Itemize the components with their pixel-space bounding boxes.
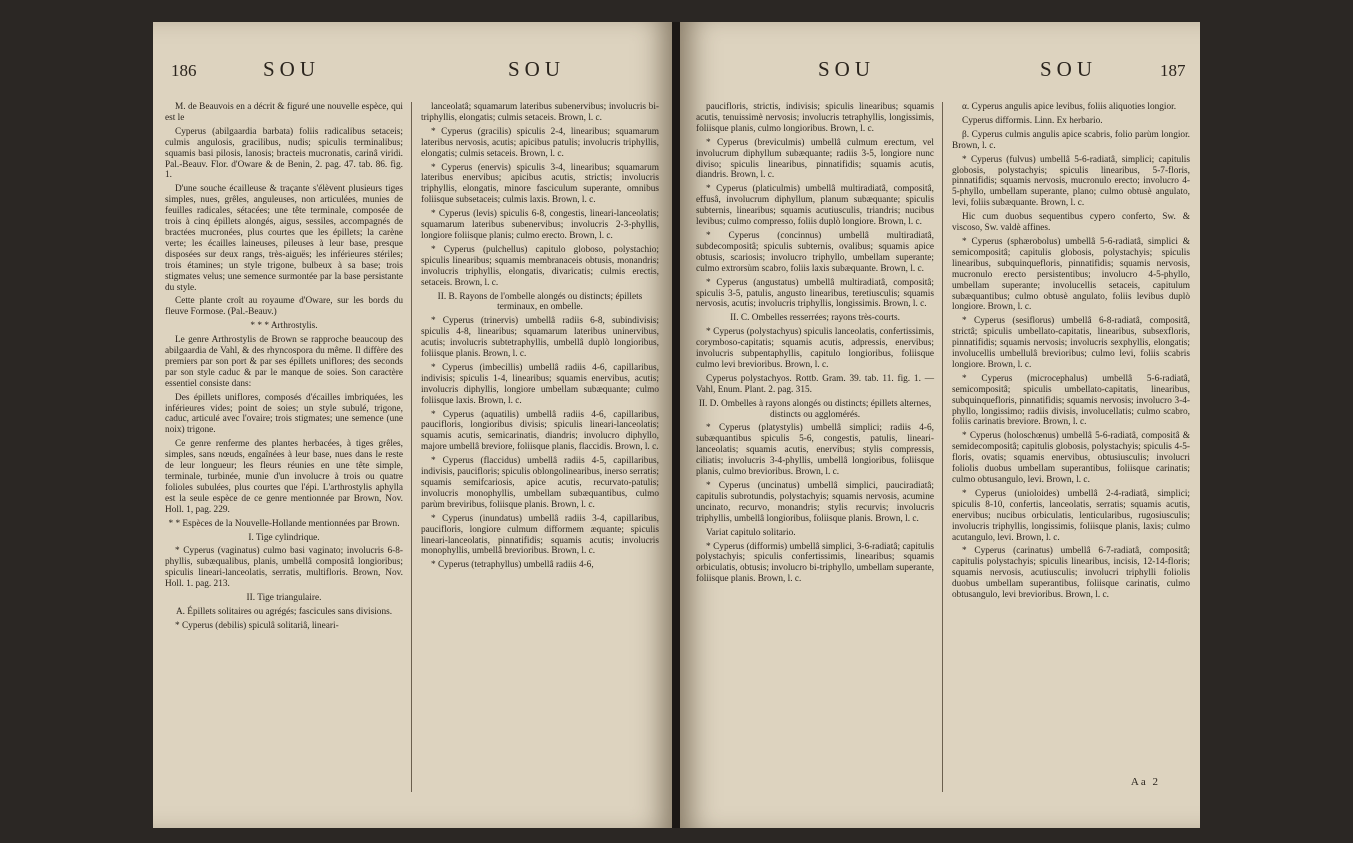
paragraph: Des épillets uniflores, composés d'écailles imbriquées, les inférieures vides; point de soies; un style subulé, trigone, caduc, articulé avec l'ovaire; trois stigmates; une semence (une noix) trigone. xyxy=(165,392,403,436)
paragraph: * Cyperus (unioloides) umbellâ 2-4-radiatâ, simplici; spiculis 8-10, confertis, lanceolatis, serratis; squamis acutis, enervibus; nucibus orbiculatis, lenticularibus, rugosiusculis; involucris triphyllis, longissimis, foliisque planis, laxis; culmo acutangulo, levi. Brown, l. c. xyxy=(952,488,1190,543)
paragraph: β. Cyperus culmis angulis apice scabris, folio parùm longior. Brown, l. c. xyxy=(952,129,1190,151)
paragraph: paucifloris, strictis, indivisis; spiculis linearibus; squamis acutis, tenuissimè nervosis; involucris tetraphyllis, longissimis, foliisque planis, culmo longioribus. Brown, l. c. xyxy=(696,102,934,134)
right-column-2 xyxy=(952,102,1190,604)
paragraph: * Cyperus (aquatilis) umbellâ radiis 4-6, capillaribus, paucifloris, longioribus divisis; spiculis lineari-lanceolatis; squamis acutis, semicarinatis, diandris; involucro diphyllo, majore umbellâ breviore, foliisque planis, flaccidis. Brown, l. c. xyxy=(421,409,659,453)
paragraph: II. Tige triangulaire. xyxy=(246,593,322,604)
paragraph: * Cyperus (vaginatus) culmo basi vaginato; involucris 6-8-phyllis, subæqualibus, planis, umbellâ compositâ longioribus; spiculis lineari-lanceolatis, serratis, multifloris. Brown, Nov. Holl. 1. pag. 213. xyxy=(165,546,403,590)
paragraph: Ce genre renferme des plantes herbacées, à tiges grêles, simples, sans nœuds, engaînées à leur base, nues dans le reste de leur longueur; les fleurs réunies en une tête simple, terminale, turbinée, munie d'un involucre à trois ou quatre folioles subulées, plus courtes que l'épi. L'arthrostylis aphylla est la seule espèce de ce genre mentionnée par Brown, Nov. Holl. 1, pag. 229. xyxy=(165,439,403,515)
paragraph: * Cyperus (debilis) spiculâ solitariâ, lineari- xyxy=(175,620,339,631)
right-column-1 xyxy=(696,102,934,588)
paragraph: II. C. Ombelles resserrées; rayons très-courts. xyxy=(730,313,900,324)
left-column-1 xyxy=(165,102,403,635)
paragraph: * * Espèces de la Nouvelle-Hollande mentionnées par Brown. xyxy=(168,518,400,529)
page-number-right: 187 xyxy=(1160,61,1186,80)
paragraph: * Cyperus (breviculmis) umbellâ culmum erectum, vel involucrum diphyllum subæquante; radiis 3-5, longiore nunc diviso; spiculis linearibus, pinnatifidis; squamis acutis, diandris. Brown, l. c. xyxy=(696,137,934,181)
column-rule xyxy=(411,102,412,792)
paragraph: * Cyperus (imbecillis) umbellâ radiis 4-6, capillaribus, indivisis; spiculis 1-4, linearibus; squamis enervibus, acutis; involucris diphyllis, longiore umbellam subæquante; culmo foliisque laxis. Brown, l. c. xyxy=(421,362,659,406)
left-running-head xyxy=(153,57,673,87)
paragraph: Hic cum duobus sequentibus cypero conferto, Sw. & viscoso, Sw. valdè affines. xyxy=(952,212,1190,234)
paragraph: * Cyperus (concinnus) umbellâ multiradiatâ, subdecompositâ; spiculis subternis, ovalibus; squamis apice obtusis, scariosis; involucro triphyllo, umbellam superante; culmo extrorsùm scabro, foliis laxis subæquante. Brown, l. c. xyxy=(696,230,934,274)
paragraph: Cyperus (abilgaardia barbata) foliis radicalibus setaceis; culmis angulosis, gracilibus, nudis; spiculis terminalibus; squamis basi pilosis, lanosis; bracteis mucronatis, carinâ viridi. Pal.-Beauv. Flor. d'Oware & de Benin, 2. pag. 47. tab. 86. fig. 1. xyxy=(165,126,403,181)
right-page xyxy=(680,22,1200,828)
paragraph: Cyperus difformis. Linn. Ex herbario. xyxy=(962,115,1103,126)
paragraph: D'une souche écailleuse & traçante s'élèvent plusieurs tiges simples, nues, grêles, anguleuses, non articulées, munies de feuilles radicales, sétacées; une tête terminale, composée de trois à cinq épillets alongés, aigus, sessiles, accompagnés de bractées mucronées, plus courtes que les épillets; la carène verte; les écailles laineuses, pileuses à leur base, presque disposées sur deux rangs, très-aiguës; les inférieures stériles; trois étamines; un style trigone, bulbeux à sa base; trois stigmates velus; une semence surmontée par la base persistante du style. xyxy=(165,184,403,293)
paragraph: * Cyperus (fulvus) umbellâ 5-6-radiatâ, simplici; capitulis globosis, polystachyis; spiculis linearibus, 5-7-floris, pinnatifidis; squamis nervosis, mucronulo erecto; involucro 4-5-phyllo, umbellam superante, plano; culmo obtusè angulato, levi, foliis subæquante. Brown, l. c. xyxy=(952,154,1190,209)
paragraph: * Cyperus (inundatus) umbellâ radiis 3-4, capillaribus, paucifloris, longiore culmum difformem æquante; spiculis lineari-lanceolatis, pinnatifidis; squamis acutis; involucris monophyllis, umbellâ brevioribus. Brown, l. c. xyxy=(421,513,659,557)
left-page xyxy=(153,22,673,828)
paragraph: * Cyperus (difformis) umbellâ simplici, 3-6-radiatâ; capitulis polystachyis; spiculis confertissimis, linearibus; squamis orbiculatis, obtusis; involucro bi-triphyllo, umbellam superante, foliisque planis. Brown, l. c. xyxy=(696,541,934,585)
paragraph: * Cyperus (sesiflorus) umbellâ 6-8-radiatâ, compositâ, strictâ; spiculis umbellato-capitatis, linearibus, subsexfloris, pinnatifidis; squamis nervosis; involucris sexphyllis, elongatis; involucellis umbellulâ brevioribus; culmo levi, foliis scabris longiore. Brown, l. c. xyxy=(952,316,1190,370)
column-rule xyxy=(942,102,943,792)
paragraph: * Cyperus (carinatus) umbellâ 6-7-radiatâ, compositâ; capitulis polystachyis; spiculis linearibus, incisis, 12-14-floris; squamis nervosis, acutiusculis; involucri triphylli foliolis duobus umbellam superantibus, foliisque carinatis, culmo obtusangulo, levi brevioribus. Brown, l. c. xyxy=(952,546,1190,601)
paragraph: Cyperus polystachyos. Rottb. Gram. 39. tab. 11. fig. 1. — Vahl, Enum. Plant. 2. pag. 315. xyxy=(696,373,934,395)
paragraph: * Cyperus (gracilis) spiculis 2-4, linearibus; squamarum lateribus nervosis, acutis; apicibus patulis; involucris triphyllis, elongatis; culmis setaceis. Brown, l. c. xyxy=(421,126,659,159)
paragraph: * Cyperus (holoschœnus) umbellâ 5-6-radiatâ, compositâ & semidecompositâ; capitulis globosis, polystachyis; spiculis 4-5-floris, ovatis; squamis enervibus, obtusiusculis; involucri foliolis duobus umbellam superantibus, foliisque carinatis; culmo obtusangulo, levi. Brown, l. c. xyxy=(952,431,1190,485)
running-head-left-col1: SOU xyxy=(263,57,321,81)
paragraph: A. Épillets solitaires ou agrégés; fascicules sans divisions. xyxy=(175,606,393,617)
paragraph: * Cyperus (enervis) spiculis 3-4, linearibus; squamarum lateribus enervibus; apicibus acutis, strictis; involucris triphyllis, elongatis, minore fasciculum superante, omnibus foliisque subsetaceis; culmis laxis. Brown, l. c. xyxy=(421,162,659,206)
paragraph: Cette plante croît au royaume d'Oware, sur les bords du fleuve Formose. (Pal.-Beauv.) xyxy=(165,296,403,318)
left-column-2 xyxy=(421,102,659,574)
paragraph: * Cyperus (microcephalus) umbellâ 5-6-radiatâ, semicompositâ; spiculis umbellato-capitatis, linearibus, subquinquefloris, pinnatifidis; squamis nervosis; involucro 3-4-phyllo, longissimo; radiis divisis, involucellatis; culmo scabro, foliis carinatis breviore. Brown, l. c. xyxy=(952,373,1190,428)
paragraph: * Cyperus (tetraphyllus) umbellâ radiis 4-6, xyxy=(431,560,594,571)
paragraph: * Cyperus (pulchellus) capitulo globoso, polystachio; spiculis linearibus; squamis membranaceis obtusis, monandris; involucris triphyllis, elongatis, divaricatis; culmis erectis, setaceis. Brown, l. c. xyxy=(421,244,659,288)
paragraph: * Cyperus (flaccidus) umbellâ radiis 4-5, capillaribus, indivisis, paucifloris; spiculis oblongolinearibus, inerso serratis; squamis semifcariosis, apice acutis, recurvato-patulis; involucris monophyllis, umbellam subæquantibus, culmo parùm breviribus, foliisque planis. Brown, l. c. xyxy=(421,456,659,510)
signature-mark: Aa 2 xyxy=(1130,776,1160,788)
paragraph: I. Tige cylindrique. xyxy=(248,532,320,543)
paragraph: II. B. Rayons de l'ombelle alongés ou distincts; épillets terminaux, en ombelle. xyxy=(437,291,643,313)
paragraph: * Cyperus (levis) spiculis 6-8, congestis, lineari-lanceolatis; squamarum lateribus subenervibus; involucris 2-3-phyllis, longiore foliisque planis; culmo erecto. Brown, l. c. xyxy=(421,209,659,241)
right-running-head xyxy=(680,57,1200,87)
paragraph: * * * Arthrostylis. xyxy=(250,321,318,332)
running-head-left-col2: SOU xyxy=(508,57,566,81)
running-head-right-col1: SOU xyxy=(818,57,876,81)
paragraph: α. Cyperus angulis apice levibus, foliis aliquoties longior. xyxy=(962,102,1177,112)
running-head-right-col2: SOU xyxy=(1040,57,1098,81)
paragraph: II. D. Ombelles à rayons alongés ou distincts; épillets alternes, distincts ou agglomérés. xyxy=(698,398,932,420)
paragraph: Le genre Arthrostylis de Brown se rapproche beaucoup des abilgaardia de Vahl, & des rhyncospora du même. Il diffère des premiers par son port & par ses épillets uniflores; des seconds par son style caduc & par le manque de soies. Son caractère essentiel consiste dans: xyxy=(165,335,403,389)
paragraph: * Cyperus (trinervis) umbellâ radiis 6-8, subindivisis; spiculis 4-8, linearibus; squamarum lateribus uninervibus, acutis; involucris subtetraphyllis, umbellâ duplò longioribus, foliisque planis. Brown, l. c. xyxy=(421,316,659,360)
page-number-left: 186 xyxy=(171,61,197,80)
paragraph: * Cyperus (sphærobolus) umbellâ 5-6-radiatâ, simplici & semicompositâ; capitulis globosis, polystachyis; spiculis linearibus, subquinquefloris, pinnatifidis; squamis nervosis, mucronulo erecto persistentibus; involucro 4-5-phyllo, umbellam superante; involucellis setaceis, capitulum subæquantibus; culmo obtusè angulato, foliis levibus duplò longiore. Brown, l. c. xyxy=(952,236,1190,313)
paragraph: * Cyperus (platiculmis) umbellâ multiradiatâ, compositâ, effusâ, involucrum diphyllum, planum subæquante; spiculis subternis, linearibus; squamis acutiusculis, triandris; nucibus levibus; culmo compresso, foliis duplò longiore. Brown, l. c. xyxy=(696,184,934,228)
paragraph: * Cyperus (polystachyus) spiculis lanceolatis, confertissimis, corymboso-capitatis; squamis acutis, adpressis, enervibus; involucris subpentaphyllis, capitulo longioribus, foliisque culmo levi brevioribus. Brown, l. c. xyxy=(696,327,934,370)
paragraph: * Cyperus (platystylis) umbellâ simplici; radiis 4-6, subæquantibus spiculis 5-6, congestis, patulis, lineari-lanceolatis; squamis acutis, enervibus; stylis compressis, ciliatis; involucris 3-4-phyllis, umbellâ longioribus, foliisque planis, culmo brevioribus. Brown, l. c. xyxy=(696,423,934,478)
book-gutter xyxy=(672,22,680,828)
paragraph: * Cyperus (angustatus) umbellâ multiradiatâ, compositâ; spiculis 3-5, patulis, angusto linearibus, teretiusculis; squamis nervosis, acutis; involucris triphyllis, longissimis. Brown, l. c. xyxy=(696,277,934,310)
paragraph: lanceolatâ; squamarum lateribus subenervibus; involucris bi-triphyllis, elongatis; culmis setaceis. Brown, l. c. xyxy=(421,102,659,123)
paragraph: M. de Beauvois en a décrit & figuré une nouvelle espèce, qui est le xyxy=(165,102,403,123)
paragraph: Variat capitulo solitario. xyxy=(706,527,796,538)
paragraph: * Cyperus (uncinatus) umbellâ simplici, pauciradiatâ; capitulis subrotundis, polystachyis; squamis nervosis, acumine uncinato, recurvo, monandris; stylis recurvis; involucris triphyllis, umbellâ longioribus, foliisque planis. Brown, l. c. xyxy=(696,481,934,524)
